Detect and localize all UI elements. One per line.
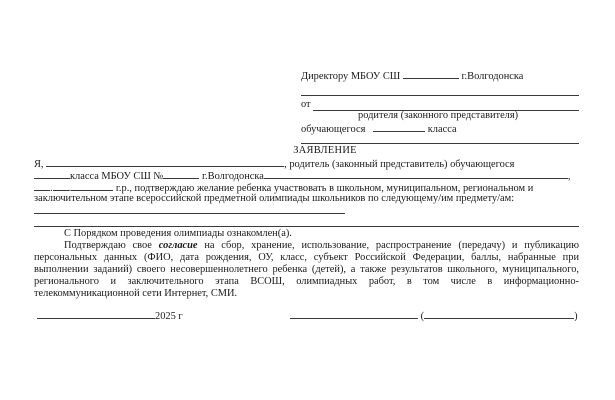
student-class-line bbox=[301, 122, 457, 136]
consent-line-4: регионального и заключительного этапа ВСОШ, олимпиадных работ, в том числе в информационно- bbox=[34, 276, 579, 287]
grade-blank[interactable] bbox=[34, 169, 70, 179]
director-city: г.Волгодонска bbox=[461, 71, 524, 82]
addressee-blank-line[interactable] bbox=[301, 95, 579, 96]
date-blank[interactable] bbox=[37, 309, 155, 319]
student-class-blank[interactable] bbox=[373, 122, 425, 132]
consent-emphasis: согласие bbox=[158, 240, 198, 251]
document-title: ЗАЯВЛЕНИЕ bbox=[293, 145, 357, 156]
signature-line bbox=[290, 309, 578, 323]
class-label: класса bbox=[427, 124, 457, 135]
acquainted-statement: С Порядком проведения олимпиады ознакомлен(а). bbox=[64, 228, 292, 239]
school-number-field[interactable] bbox=[163, 169, 199, 179]
student-name-blank[interactable] bbox=[301, 143, 579, 144]
date-line bbox=[37, 309, 183, 323]
consent-rest: на сбор, хранение, использование, распространение (передачу) и публикацию bbox=[204, 240, 579, 251]
city-label: г.Волгодонска bbox=[201, 171, 264, 182]
body-line-4: заключительном этапе всероссийской предметной олимпиады школьников по следующему/им предмету/ам: bbox=[34, 193, 515, 204]
date-separator: . bbox=[50, 183, 53, 194]
school-number-blank[interactable] bbox=[403, 69, 459, 79]
consent-line-5: телекоммуникационной сети Интернет, СМИ. bbox=[34, 288, 238, 299]
consent-start: Подтверждаю свое bbox=[64, 240, 152, 251]
parent-caption: родителя (законного представителя) bbox=[358, 110, 519, 121]
subjects-blank-1[interactable] bbox=[34, 213, 345, 214]
signature-blank[interactable] bbox=[290, 309, 418, 319]
addressee-director-line bbox=[301, 69, 523, 83]
student-label: обучающегося bbox=[301, 124, 366, 135]
from-label: от bbox=[301, 99, 311, 110]
consent-line-2: персональных данных (ФИО, дата рождения, ОУ, класс, субъект Российской Федерации, баллы, набранные при bbox=[34, 252, 579, 263]
director-prefix: Директору МБОУ СШ bbox=[301, 71, 401, 82]
school-label: класса МБОУ СШ № bbox=[70, 171, 164, 182]
birth-month-blank[interactable] bbox=[53, 181, 69, 191]
birth-year-blank[interactable] bbox=[71, 181, 113, 191]
open-paren: ( bbox=[420, 311, 425, 322]
participation-text: г.р., подтверждаю желание ребенка участвовать в школьном, муниципальном, региональном и bbox=[115, 183, 534, 194]
subjects-blank-2[interactable] bbox=[34, 226, 579, 227]
from-line bbox=[301, 99, 311, 111]
consent-line-1 bbox=[64, 240, 579, 252]
parent-role-text: , родитель (законный представитель) обучающегося bbox=[284, 159, 515, 170]
year-label: 2025 г bbox=[155, 311, 183, 322]
birth-day-blank[interactable] bbox=[34, 181, 50, 191]
child-name-blank[interactable] bbox=[264, 169, 568, 179]
signature-decoding-blank[interactable] bbox=[424, 309, 574, 319]
parent-fullname-blank[interactable] bbox=[46, 157, 284, 167]
pronoun-label: Я, bbox=[34, 159, 44, 170]
comma: , bbox=[567, 171, 571, 182]
date-separator: . bbox=[68, 183, 72, 194]
close-paren: ) bbox=[574, 311, 578, 322]
consent-line-3: выполнении заданий) своего несовершеннолетнего ребенка (детей), а также результатов школьного, муниципального, bbox=[34, 264, 579, 275]
